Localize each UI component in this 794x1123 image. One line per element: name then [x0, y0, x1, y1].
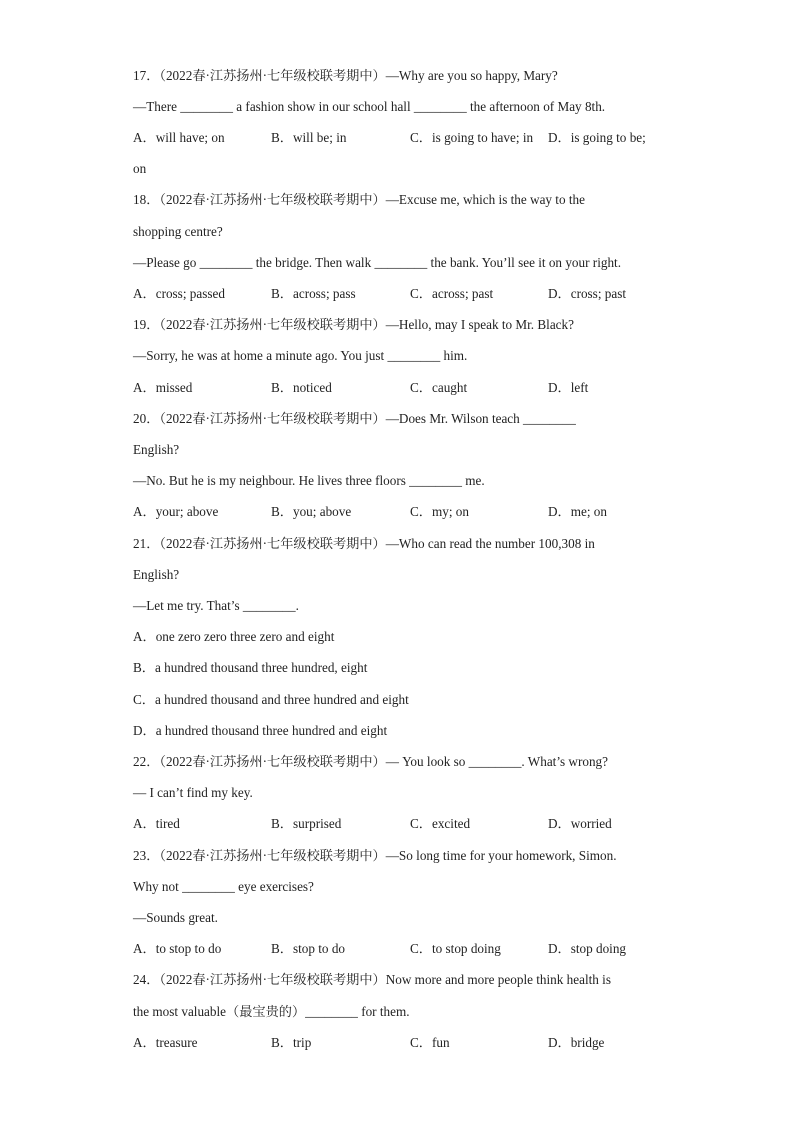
question-24-stem: the most valuable（最宝贵的）________ for them.: [133, 1004, 410, 1019]
option-a: A．one zero zero three zero and eight: [133, 629, 335, 644]
option-d: D．worried: [548, 816, 612, 831]
question-18-stem: 18．（2022春·江苏扬州·七年级校联考期中）—Excuse me, which is the way to the: [133, 192, 585, 207]
option-a: A．will have; on: [133, 130, 225, 145]
option-b: B．noticed: [271, 380, 332, 395]
option-d: D．stop doing: [548, 941, 627, 956]
option-c: C．is going to have; in: [410, 130, 534, 145]
question-18-stem: shopping centre?: [133, 224, 223, 239]
option-c: C．my; on: [410, 504, 469, 519]
option-c: C．to stop doing: [410, 941, 501, 956]
option-a: A．to stop to do: [133, 941, 222, 956]
option-c: C．across; past: [410, 286, 494, 301]
option-d: D．a hundred thousand three hundred and eight: [133, 723, 388, 738]
option-a: A．tired: [133, 816, 180, 831]
question-21-stem: —Let me try. That’s ________.: [133, 598, 299, 613]
option-a: A．treasure: [133, 1035, 198, 1050]
option-a: A．your; above: [133, 504, 219, 519]
option-d: D．bridge: [548, 1035, 605, 1050]
option-b: B．across; pass: [271, 286, 356, 301]
option-b: B．you; above: [271, 504, 352, 519]
question-23-stem: 23．（2022春·江苏扬州·七年级校联考期中）—So long time for your homework, Simon.: [133, 848, 617, 863]
option-d: D．cross; past: [548, 286, 627, 301]
question-22-stem: — I can’t find my key.: [133, 785, 253, 800]
option-b: B．will be; in: [271, 130, 347, 145]
option-a: A．cross; passed: [133, 286, 225, 301]
option-b: B．stop to do: [271, 941, 346, 956]
question-24-stem: 24．（2022春·江苏扬州·七年级校联考期中）Now more and more people think health is: [133, 972, 611, 987]
question-17-stem: —There ________ a fashion show in our school hall ________ the afternoon of May 8th.: [133, 99, 606, 114]
option-d: D．me; on: [548, 504, 607, 519]
question-22-stem: 22．（2022春·江苏扬州·七年级校联考期中）— You look so ________. What’s wrong?: [133, 754, 608, 769]
option-c: C．excited: [410, 816, 471, 831]
option-b: B．trip: [271, 1035, 312, 1050]
option-c: C．caught: [410, 380, 468, 395]
question-21-stem: English?: [133, 567, 180, 582]
question-17-stem: 17．（2022春·江苏扬州·七年级校联考期中）—Why are you so happy, Mary?: [133, 68, 558, 83]
option-b: B．a hundred thousand three hundred, eight: [133, 660, 368, 675]
question-18-stem: —Please go ________ the bridge. Then walk ________ the bank. You’ll see it on your right.: [133, 255, 621, 270]
option-c: C．fun: [410, 1035, 450, 1050]
option-d: D．left: [548, 380, 589, 395]
question-23-stem: Why not ________ eye exercises?: [133, 879, 314, 894]
question-20-stem: 20．（2022春·江苏扬州·七年级校联考期中）—Does Mr. Wilson teach ________: [133, 411, 576, 426]
question-23-stem: —Sounds great.: [133, 910, 218, 925]
question-20-stem: —No. But he is my neighbour. He lives three floors ________ me.: [133, 473, 485, 488]
question-21-stem: 21．（2022春·江苏扬州·七年级校联考期中）—Who can read the number 100,308 in: [133, 536, 595, 551]
option-d-wrap: on: [133, 161, 147, 176]
question-19-stem: 19．（2022春·江苏扬州·七年级校联考期中）—Hello, may I speak to Mr. Black?: [133, 317, 574, 332]
question-19-stem: —Sorry, he was at home a minute ago. You just ________ him.: [133, 348, 468, 363]
option-b: B．surprised: [271, 816, 342, 831]
option-d: D．is going to be;: [548, 130, 646, 145]
option-c: C．a hundred thousand and three hundred and eight: [133, 692, 409, 707]
option-a: A．missed: [133, 380, 193, 395]
question-20-stem: English?: [133, 442, 180, 457]
